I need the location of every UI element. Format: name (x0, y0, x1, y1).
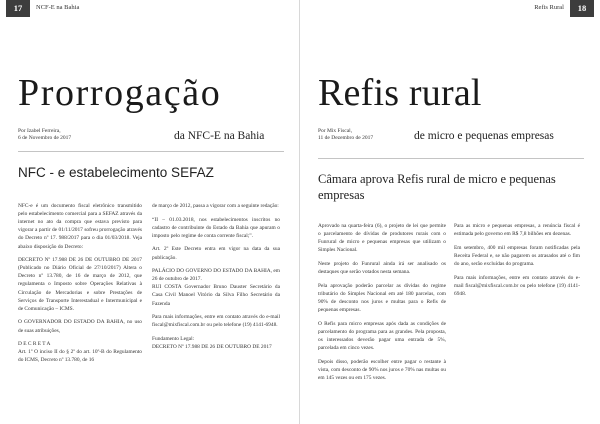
byline-date: 6 de Novembro de 2017 (18, 135, 72, 142)
page-number: 17 (6, 0, 30, 17)
paragraph: Neste projeto do Funrural ainda irá ser analisado os destaques que serão votados nesta semana. (318, 260, 446, 276)
paragraph: Aprovado na quarta-feira (6), o projeto de lei que permite o parcelamento de dívidas de produtores rurais com o Funrural de micro e pequenas empresas que utilizam o Simples Nacional. (318, 223, 446, 254)
text-column-1 (18, 202, 142, 370)
right-page (300, 0, 600, 424)
paragraph: Para mais informações, entre em contato através do e-mail fiscal@mixfiscal.com.br ou pelo telefone (19) 4141-6948. (454, 274, 580, 297)
paragraph: Para as micro e pequenas empresas, a renúncia fiscal é estimada pelo governo em R$ 7,8 bilhões em dezenas. (454, 223, 580, 238)
byline (318, 128, 373, 143)
paragraph: Depois disso, poderão escolher entre pagar o restante à vista, com desconto de 90% nos juros e 70% nas multas ou em 145 vezes ou em 175 vezes. (318, 358, 446, 381)
paragraph: D E C R E T A Art. 1º O inciso II do § 2º do art. 10º-B do Regulamento do ICMS, Decreto nº 13.780, de 16 (18, 341, 142, 364)
byline-author: Por Mix Fiscal, (318, 128, 353, 134)
paragraph: Art. 2º Este Decreto entra em vigor na data da sua publicação. (152, 246, 280, 261)
section-title: NFC - e estabelecimento SEFAZ (18, 165, 214, 180)
article-subtitle: da NFC-E na Bahia (174, 130, 265, 142)
divider (18, 151, 284, 152)
paragraph: PALÁCIO DO GOVERNO DO ESTADO DA BAHIA, em 26 de outubro de 2017. RUI COSTA Governador Bruno Dauster Secretário da Casa Civil Manoel Vitório da Silva Filho Secretário da Fazenda (152, 268, 280, 307)
paragraph: Em setembro, 400 mil empresas foram notificadas pela Receita Federal e, se não pagarem os atrasados até o fim do ano, serão excluídas do programa. (454, 244, 580, 267)
byline (18, 128, 71, 143)
paragraph: DECRETO Nº 17.988 DE 26 DE OUTUBRO DE 2017 (Publicado no Diário Oficial de 27/10/2017) Altera o Decreto nº 13.780, de 16 de março de 2012, que regulamenta o Imposto sobre Operações Relativas à Circulação de Mercadorias e sobre Prestações de Serviços de Transporte Interestadual e Intermunicipal e de Comunicação – ICMS. (18, 257, 142, 312)
page-number: 18 (570, 0, 594, 17)
paragraph: “II – 01.03.2018, nos estabelecimentos inscritos no cadastro de contribuinte do Estado da Bahia que apuram o imposto pelo regime de conta corrente fiscal;”. (152, 216, 280, 239)
paragraph: NFC-e é um documento fiscal eletrônico transmitido pelo estabelecimento comercial para a SEFAZ através da internet no ato da compra que estava previsto para vigorar a partir de 01/11/2017 sofreu prorrogação através do Decreto nº 17. 988/2017 para o dia 01/03/2018. Veja abaixo disposição do Decreto: (18, 203, 142, 250)
paragraph: Fundamento Legal: DECRETO Nº 17.988 DE 26 DE OUTUBRO DE 2017 (152, 335, 272, 351)
text-column-2 (454, 222, 580, 303)
paragraph: O GOVERNADOR DO ESTADO DA BAHIA, no uso de suas atribuições, (18, 319, 142, 334)
article-title: Prorrogação (18, 72, 222, 114)
divider (318, 158, 584, 159)
running-header: Refis Rural (534, 4, 564, 11)
section-title: Câmara aprova Refis rural de micro e pequenas empresas (318, 172, 556, 202)
byline-author: Por Izabel Ferreira, (18, 128, 61, 134)
text-column-2 (152, 202, 280, 357)
paragraph: Pela aprovação poderão parcelar as dívidas do regime tributário do Simples Nacional em até 180 parcelas, com 90% de desconto nos juros e multas para o Refis de pequenas empresas. (318, 282, 446, 313)
paragraph: Para mais informações, entre em contato através do e-mail fiscal@mixfiscal.com.br ou pelo telefone (19) 4141-6948. (152, 314, 280, 329)
running-header: NCF-E na Bahia (36, 4, 80, 11)
paragraph: de março de 2012, passa a vigorar com a seguinte redação: (152, 203, 279, 209)
byline-date: 11 de Dezembro de 2017 (318, 135, 374, 142)
article-subtitle: de micro e pequenas empresas (414, 130, 554, 142)
text-column-1 (318, 222, 446, 387)
paragraph: O Refis para micro empresas após dada as condições de parcelamento do programa para as grandes. Pela proposta, os interessados deverão pagar uma entrada de 5%, parcelada em cinco vezes. (318, 320, 446, 351)
article-title: Refis rural (318, 72, 482, 114)
